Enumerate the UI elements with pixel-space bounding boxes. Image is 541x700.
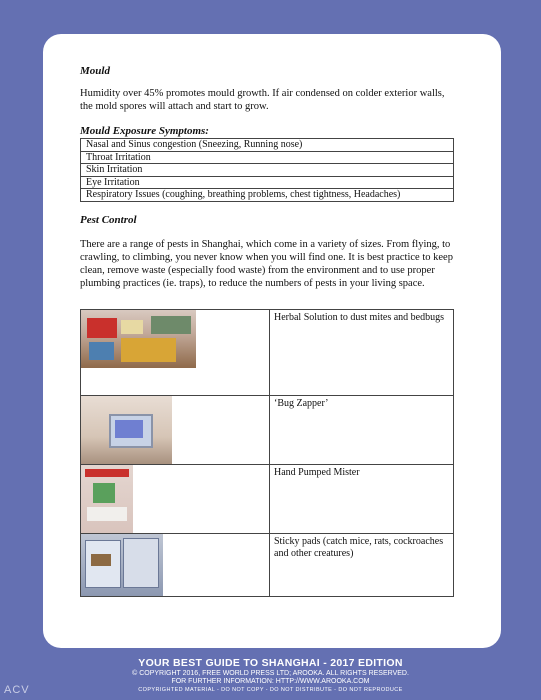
table-row: [81, 189, 454, 202]
table-row: [81, 310, 454, 396]
symptoms-heading: Mould Exposure Symptoms:: [80, 125, 209, 137]
pest-control-paragraph: There are a range of pests in Shanghai, which come in a variety of sizes. From flying, to crawling, to climbing, you never know when you will find one. It is best practice to keep clean, remove waste (especially food waste) from the environment and to use proper plumbing practices (ie. traps), to reduce the numbers of pests in your living space.: [80, 239, 453, 289]
table-row: [81, 534, 454, 597]
footer-copyright-block: [0, 670, 541, 686]
product-image-cell: [81, 310, 270, 396]
table-row: [81, 176, 454, 189]
table-row: [81, 396, 454, 465]
symptom-cell: Skin Irritation: [81, 164, 454, 177]
pest-control-heading: Pest Control: [80, 214, 137, 226]
product-image-cell: [81, 465, 270, 534]
watermark: ACV: [4, 684, 30, 696]
symptom-cell: Nasal and Sinus congestion (Sneezing, Running nose): [81, 139, 454, 152]
product-label: Herbal Solution to dust mites and bedbugs: [270, 310, 454, 396]
footer-notice: COPYRIGHTED MATERIAL - DO NOT COPY - DO NOT DISTRIBUTE - DO NOT REPRODUCE: [138, 687, 403, 693]
sticky-pads-photo: [81, 534, 163, 596]
mould-heading: Mould: [80, 65, 110, 77]
table-row: [81, 465, 454, 534]
symptom-cell: Throat Irritation: [81, 151, 454, 164]
product-label: Hand Pumped Mister: [270, 465, 454, 534]
footer-info: FOR FURTHER INFORMATION: HTTP://WWW.AROOKA.COM: [171, 678, 370, 685]
bug-zapper-photo: [81, 396, 172, 464]
document-page: [43, 34, 501, 648]
product-image-cell: [81, 534, 270, 597]
table-row: [81, 164, 454, 177]
product-label: ‘Bug Zapper’: [270, 396, 454, 465]
symptom-cell: Eye Irritation: [81, 176, 454, 189]
pest-products-table: [80, 309, 454, 597]
mould-paragraph: Humidity over 45% promotes mould growth. If air condensed on colder exterior walls, the mold spores will attach and start to grow.: [80, 88, 445, 112]
symptom-cell: Respiratory Issues (coughing, breathing problems, chest tightness, Headaches): [81, 189, 454, 202]
symptoms-table: [80, 138, 454, 202]
footer-title: YOUR BEST GUIDE TO SHANGHAI - 2017 EDITION: [138, 657, 403, 669]
product-image-cell: [81, 396, 270, 465]
herbal-solution-photo: [81, 310, 196, 368]
hand-pumped-mister-photo: [81, 465, 133, 533]
table-row: [81, 151, 454, 164]
product-label: Sticky pads (catch mice, rats, cockroaches and other creatures): [270, 534, 454, 597]
footer-copyright: © COPYRIGHT 2016, FREE WORLD PRESS LTD; AROOKA. ALL RIGHTS RESERVED.: [132, 670, 409, 677]
table-row: [81, 139, 454, 152]
